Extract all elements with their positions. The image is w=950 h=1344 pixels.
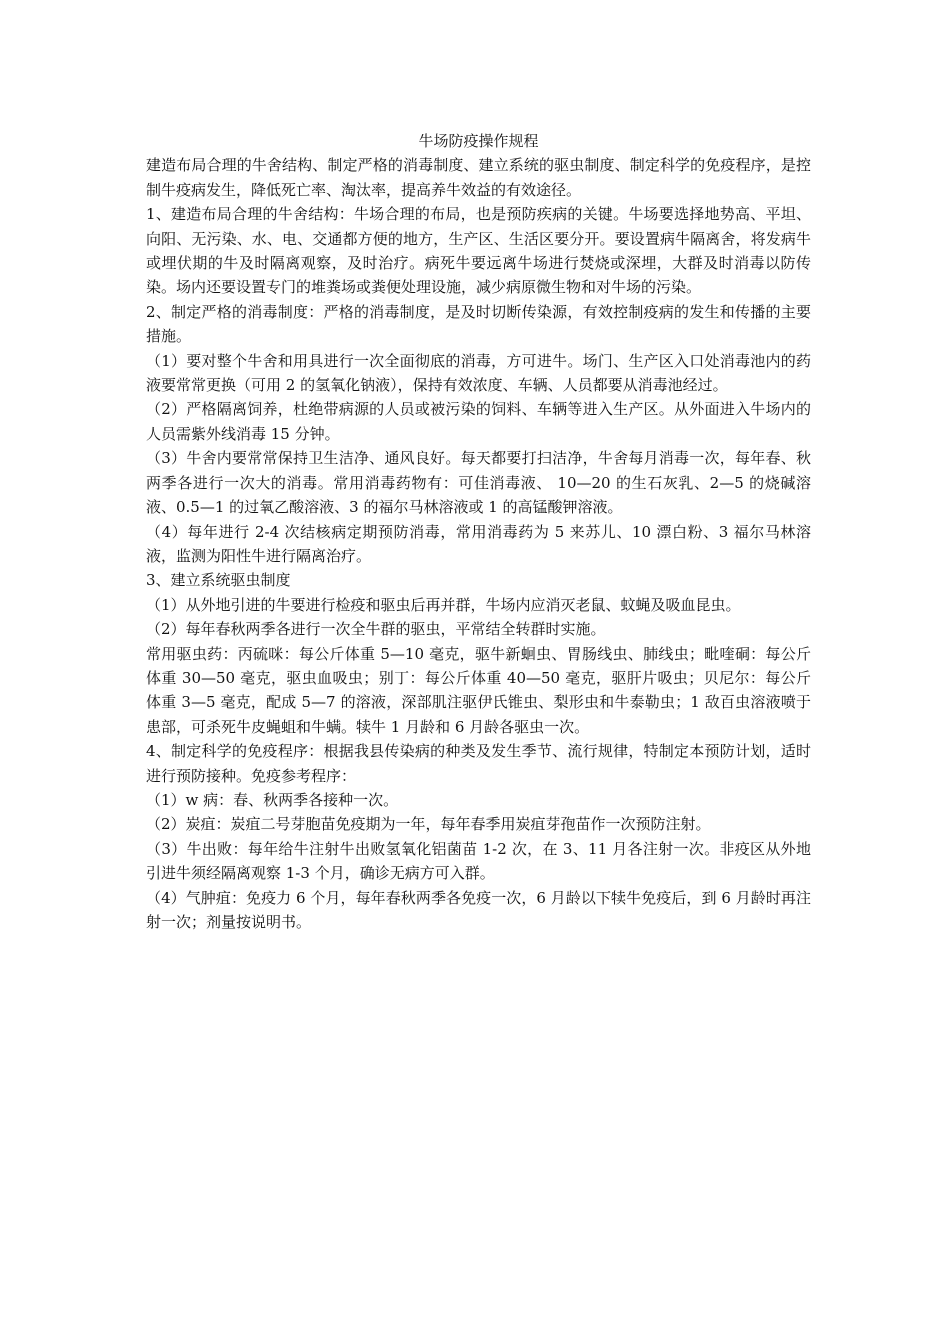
intro-paragraph: 建造布局合理的牛舍结构、制定严格的消毒制度、建立系统的驱虫制度、制定科学的免疫程序，是控制牛疫病发生，降低死亡率、淘汰率，提高养牛效益的有效途径。 [146, 156, 811, 199]
section-4-paragraph: 4、制定科学的免疫程序：根据我县传染病的种类及发生季节、流行规律，特制定本预防计划，适时进行预防接种。免疫参考程序： [146, 742, 811, 785]
disinfection-item-4: （4）每年进行 2-4 次结核病定期预防消毒，常用消毒药为 5 来苏儿、10 漂白粉、3 福尔马林溶液，监测为阳性牛进行隔离治疗。 [146, 522, 811, 565]
disinfection-item-2: （2）严格隔离饲养，杜绝带病源的人员或被污染的饲料、车辆等进入生产区。从外面进入牛场内的人员需紫外线消毒 15 分钟。 [146, 400, 811, 443]
document-title: 牛场防疫操作规程 [418, 132, 539, 150]
immunization-item-2: （2）炭疽：炭疽二号芽胞苗免疫期为一年，每年春季用炭疽芽孢苗作一次预防注射。 [146, 815, 711, 834]
deworming-drugs-paragraph: 常用驱虫药：丙硫咪：每公斤体重 5—10 毫克，驱牛新蛔虫、胃肠线虫、肺线虫；毗喹硐：每公斤体重 30—50 毫克，驱虫血吸虫；别丁：每公斤体重 40—50 毫克，驱肝片吸虫；贝尼尔：每公斤体重 3—5 毫克，配成 5—7 的溶液，深部肌注驱伊氏锥虫、梨形虫和牛泰勒虫；1 敌百虫溶液喷于患部，可杀死牛皮蝇蛆和牛螨。犊牛 1 月龄和 6 月龄各驱虫一次。 [146, 644, 811, 736]
disinfection-item-1: （1）要对整个牛舍和用具进行一次全面彻底的消毒，方可进牛。场门、生产区入口处消毒池内的药液要常常更换（可用 2 的氢氧化钠液），保持有效浓度、车辆、人员都要从消毒池经过。 [146, 351, 811, 395]
deworming-item-2: （2）每年春秋两季各进行一次全牛群的驱虫，平常结全转群时实施。 [146, 620, 606, 639]
immunization-item-1: （1）w 病：春、秋两季各接种一次。 [146, 790, 399, 809]
section-1-paragraph: 1、建造布局合理的牛舍结构：牛场合理的布局，也是预防疾病的关键。牛场要选择地势高、平坦、向阳、无污染、水、电、交通都方便的地方，生产区、生活区要分开。要设置病牛隔离舍，将发病牛或埋伏期的牛及时隔离观察，及时治疗。病死牛要远离牛场进行焚烧或深埋，大群及时消毒以防传染。场内还要设置专门的堆粪场或粪便处理设施，减少病原微生物和对牛场的污染。 [146, 205, 811, 297]
disinfection-item-3: （3）牛舍内要常常保持卫生洁净、通风良好。每天都要打扫洁净，牛舍每月消毒一次，每年春、秋两季各进行一次大的消毒。常用消毒药物有：可佳消毒液、 10—20 的生石灰乳、2—5 的烧碱溶液、0.5—1 的过氧乙酸溶液、3 的福尔马林溶液或 1 的高锰酸钾溶液。 [146, 449, 811, 517]
deworming-item-1: （1）从外地引进的牛要进行检疫和驱虫后再并群，牛场内应消灭老鼠、蚊蝇及吸血昆虫。 [146, 595, 741, 614]
section-3-heading: 3、建立系统驱虫制度 [146, 571, 291, 590]
immunization-item-3: （3）牛出败：每年给牛注射牛出败氢氧化铝菌苗 1-2 次，在 3、11 月各注射一次。非疫区从外地引进牛须经隔离观察 1-3 个月，确诊无病方可入群。 [146, 839, 811, 883]
section-2-heading-paragraph: 2、制定严格的消毒制度：严格的消毒制度，是及时切断传染源，有效控制疫病的发生和传播的主要措施。 [146, 302, 811, 346]
immunization-item-4: （4）气肿疽：免疫力 6 个月，每年春秋两季各免疫一次，6 月龄以下犊牛免疫后，到 6 月龄时再注射一次；剂量按说明书。 [146, 888, 811, 931]
document-body [146, 129, 811, 934]
